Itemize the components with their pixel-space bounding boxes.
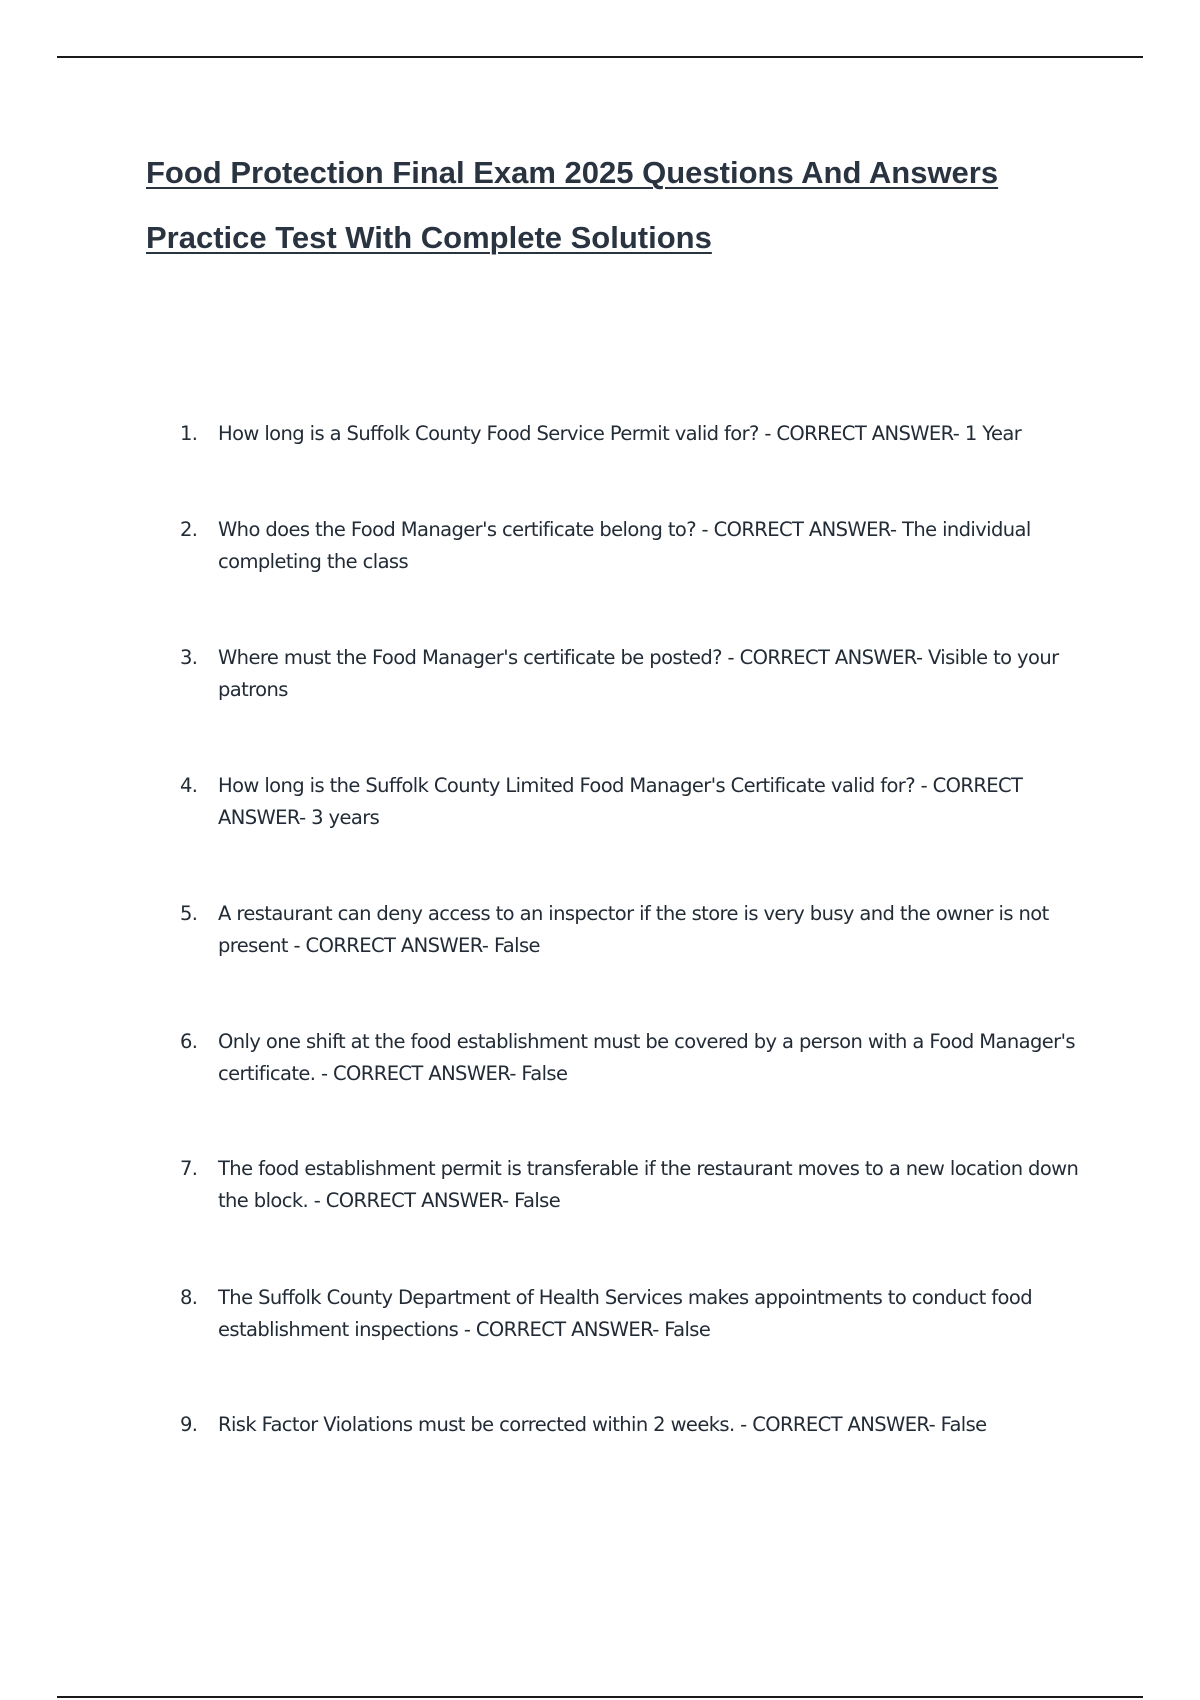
question-text: How long is the Suffolk County Limited Food Manager's Certificate valid for? - CORRECT ANSWER- 3 years — [218, 774, 1023, 829]
question-item — [180, 1026, 1090, 1090]
question-text: The food establishment permit is transferable if the restaurant moves to a new location down the block. - CORRECT ANSWER- False — [218, 1157, 1079, 1212]
question-item — [180, 1409, 1090, 1441]
question-item — [180, 418, 1090, 450]
question-item — [180, 514, 1090, 578]
question-number: 5. — [180, 902, 198, 925]
footer-rule — [57, 1696, 1143, 1698]
question-item — [180, 1282, 1090, 1346]
question-item — [180, 898, 1090, 962]
title-line-2: Practice Test With Complete Solutions — [146, 220, 712, 255]
title-line-1: Food Protection Final Exam 2025 Questions And Answers — [146, 155, 999, 190]
question-text: How long is a Suffolk County Food Service Permit valid for? - CORRECT ANSWER- 1 Year — [218, 422, 1022, 445]
question-text: Who does the Food Manager's certificate belong to? - CORRECT ANSWER- The individual completing the class — [218, 518, 1031, 573]
question-text: Only one shift at the food establishment must be covered by a person with a Food Manager's certificate. - CORRECT ANSWER- False — [218, 1030, 1075, 1085]
question-item — [180, 1153, 1090, 1217]
question-text: Where must the Food Manager's certificate be posted? - CORRECT ANSWER- Visible to your patrons — [218, 646, 1059, 701]
question-text: A restaurant can deny access to an inspector if the store is very busy and the owner is not present - CORRECT ANSWER- False — [218, 902, 1049, 957]
header-rule — [57, 56, 1143, 58]
question-item — [180, 770, 1090, 834]
question-number: 7. — [180, 1157, 198, 1180]
document-title — [146, 140, 1086, 270]
question-number: 4. — [180, 774, 198, 797]
question-number: 3. — [180, 646, 198, 669]
question-number: 2. — [180, 518, 198, 541]
question-text: The Suffolk County Department of Health Services makes appointments to conduct food establishment inspections - CORRECT ANSWER- False — [218, 1286, 1032, 1341]
question-number: 6. — [180, 1030, 198, 1053]
question-text: Risk Factor Violations must be corrected within 2 weeks. - CORRECT ANSWER- False — [218, 1413, 987, 1436]
question-item — [180, 642, 1090, 706]
question-number: 1. — [180, 422, 198, 445]
question-number: 9. — [180, 1413, 198, 1436]
question-number: 8. — [180, 1286, 198, 1309]
